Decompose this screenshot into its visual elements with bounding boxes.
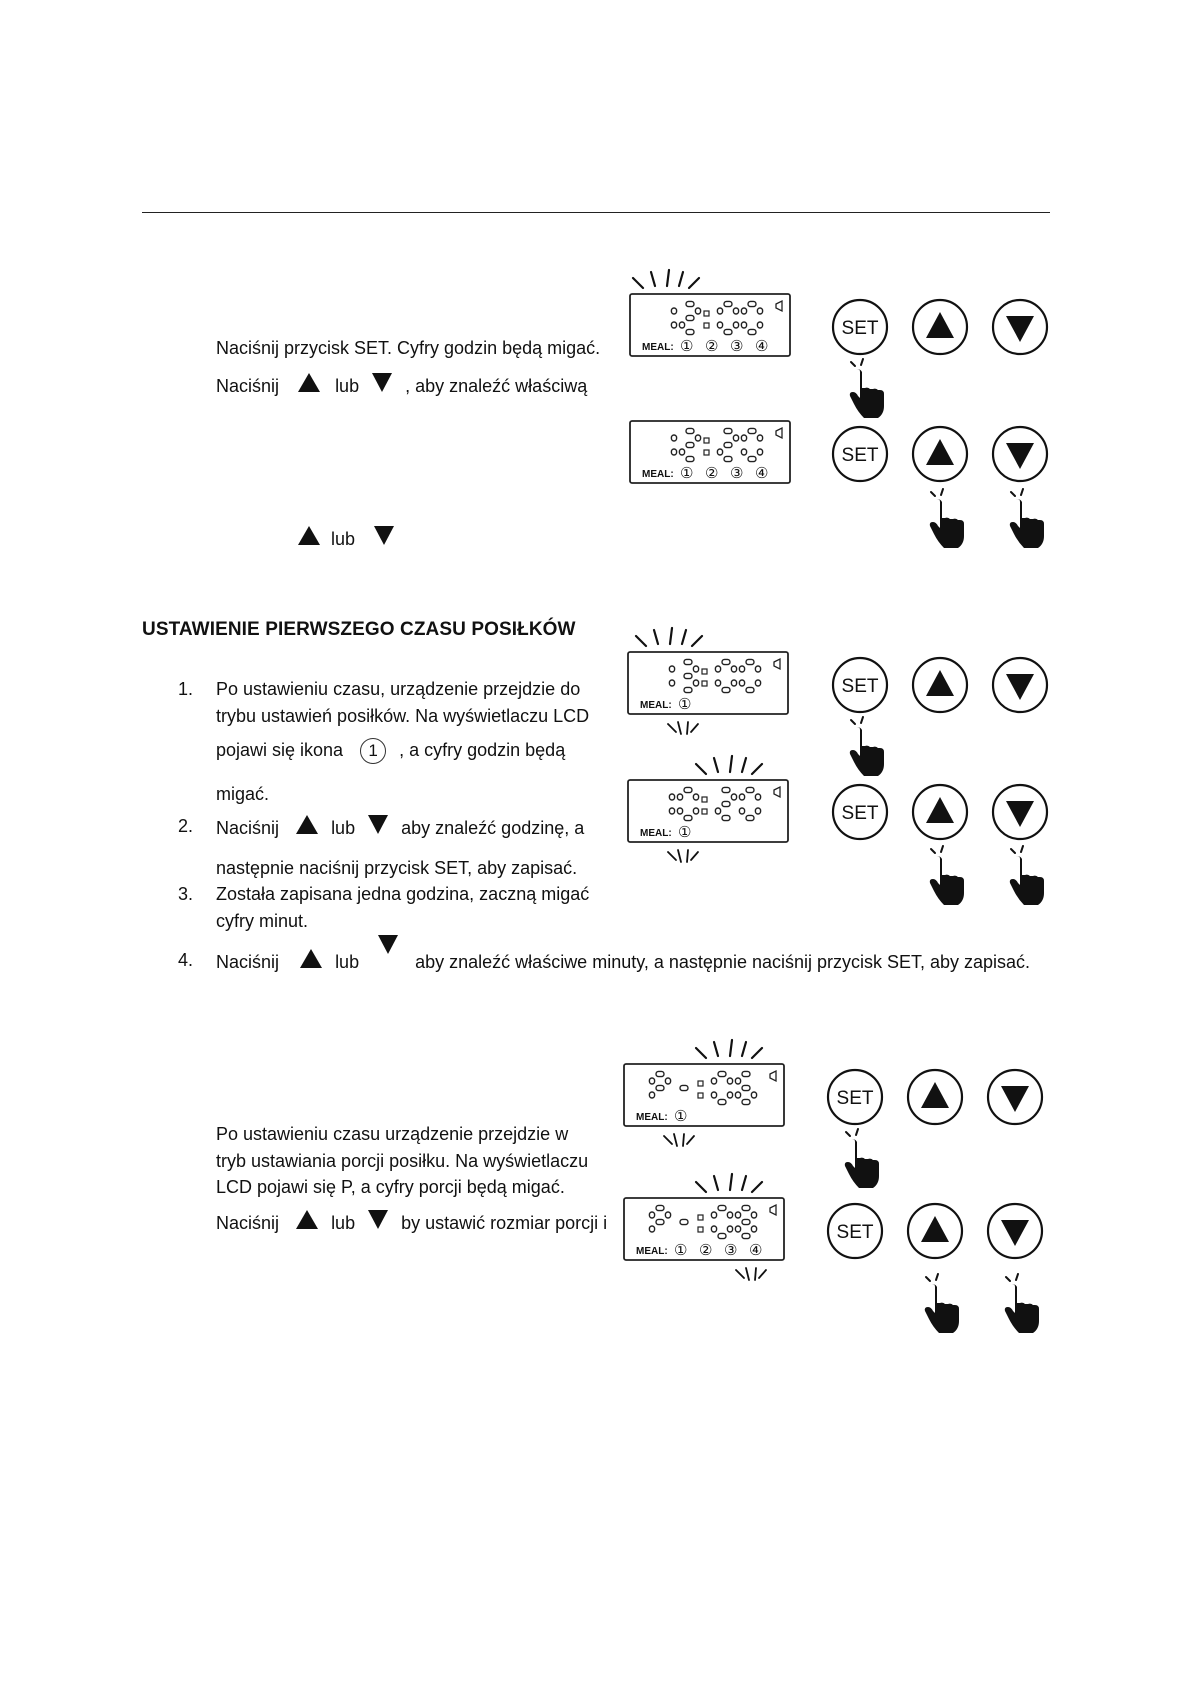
- section-heading: USTAWIENIE PIERWSZEGO CZASU POSIŁKÓW: [142, 619, 576, 640]
- s3-line2: tryb ustawiania porcji posiłku. Na wyświetlaczu: [216, 1151, 589, 1171]
- meal-number-icon: ①: [674, 1242, 688, 1259]
- meal-label: MEAL:: [636, 1246, 668, 1257]
- meal-number-icon: ②: [705, 338, 719, 355]
- s1-line2: Naciśnij lub , aby znaleźć właściwą: [216, 373, 587, 397]
- set-button: [833, 427, 887, 481]
- svg-text:SET: SET: [841, 676, 879, 697]
- flashing-rays-icon: [696, 756, 762, 774]
- pointing-hand-icon: [1010, 846, 1044, 905]
- item1-line1: Po ustawieniu czasu, urządzenie przejdzie do: [216, 679, 581, 699]
- up-button: [913, 785, 967, 839]
- item-number: 4.: [178, 950, 194, 970]
- item3-line1: Została zapisana jedna godzina, zaczną migać: [216, 884, 590, 904]
- flashing-rays-icon: [664, 1134, 694, 1146]
- pointing-hand-icon: [850, 717, 884, 776]
- flashing-rays-icon: [736, 1268, 766, 1280]
- up-button: [913, 658, 967, 712]
- flashing-rays-icon: [668, 722, 698, 734]
- lcd-panel: [630, 270, 1047, 418]
- meal-label: MEAL:: [642, 469, 674, 480]
- flashing-rays-icon: [668, 850, 698, 862]
- s1-line3: lub: [298, 526, 394, 550]
- lcd-panel: [624, 1040, 1042, 1188]
- flashing-rays-icon: [696, 1040, 762, 1058]
- set-button: [828, 1204, 882, 1258]
- lcd-panel: [628, 628, 1047, 776]
- item-number: 1.: [178, 679, 194, 699]
- up-button: [908, 1204, 962, 1258]
- meal-number-icon: ④: [755, 465, 769, 482]
- pointing-hand-icon: [930, 846, 964, 905]
- set-button: [833, 300, 887, 354]
- flashing-rays-icon: [633, 270, 699, 288]
- svg-text:SET: SET: [841, 445, 879, 466]
- meal-number-icon: ①: [674, 1108, 688, 1125]
- down-button: [993, 658, 1047, 712]
- item2-line1: Naciśnij lub aby znaleźć godzinę, a: [216, 815, 584, 839]
- meal-number-icon: ②: [699, 1242, 713, 1259]
- meal-number-icon: ④: [755, 338, 769, 355]
- item3-line2: cyfry minut.: [216, 911, 309, 931]
- pointing-hand-icon: [1005, 1274, 1039, 1333]
- flashing-rays-icon: [696, 1174, 762, 1192]
- meal-label: MEAL:: [640, 700, 672, 711]
- svg-text:SET: SET: [841, 318, 879, 339]
- meal-number-icon: ③: [724, 1242, 738, 1259]
- item-number: 3.: [178, 884, 194, 904]
- set-button: [833, 658, 887, 712]
- down-button: [993, 300, 1047, 354]
- meal-number-icon: ④: [749, 1242, 763, 1259]
- set-button: [833, 785, 887, 839]
- meal-number-icon: ①: [680, 338, 694, 355]
- item1-line3: pojawi się ikona 1 , a cyfry godzin będą: [216, 738, 565, 764]
- svg-text:SET: SET: [836, 1088, 874, 1109]
- pointing-hand-icon: [1010, 489, 1044, 548]
- pointing-hand-icon: [845, 1129, 879, 1188]
- s1-line1: Naciśnij przycisk SET. Cyfry godzin będą migać.: [216, 338, 601, 358]
- svg-text:SET: SET: [841, 803, 879, 824]
- up-button: [913, 427, 967, 481]
- down-button: [988, 1070, 1042, 1124]
- pointing-hand-icon: [930, 489, 964, 548]
- s3-line1: Po ustawieniu czasu urządzenie przejdzie w: [216, 1124, 569, 1144]
- svg-text:SET: SET: [836, 1222, 874, 1243]
- meal-number-icon: ①: [680, 465, 694, 482]
- down-button: [993, 427, 1047, 481]
- meal-number-icon: ①: [678, 696, 692, 713]
- up-button: [908, 1070, 962, 1124]
- item2-line2: następnie naciśnij przycisk SET, aby zapisać.: [216, 858, 578, 878]
- pointing-hand-icon: [850, 359, 884, 418]
- pointing-hand-icon: [925, 1274, 959, 1333]
- up-button: [913, 300, 967, 354]
- item-number: 2.: [178, 816, 194, 836]
- meal-label: MEAL:: [636, 1112, 668, 1123]
- lcd-panel: [624, 1174, 1042, 1333]
- down-button: [993, 785, 1047, 839]
- meal-number-icon: ②: [705, 465, 719, 482]
- item1-line4: migać.: [216, 784, 270, 804]
- meal-number-icon: ①: [678, 824, 692, 841]
- meal-label: MEAL:: [642, 342, 674, 353]
- item1-line2: trybu ustawień posiłków. Na wyświetlaczu LCD: [216, 706, 590, 726]
- meal-number-icon: ③: [730, 465, 744, 482]
- down-button: [988, 1204, 1042, 1258]
- s3-line3: LCD pojawi się P, a cyfry porcji będą migać.: [216, 1177, 565, 1197]
- lcd-panel: [628, 756, 1047, 905]
- s3-line4: Naciśnij lub by ustawić rozmiar porcji i: [216, 1210, 607, 1234]
- meal-one-icon: 1: [360, 738, 386, 764]
- meal-number-icon: ③: [730, 338, 744, 355]
- item4-line1: Naciśnij lub aby znaleźć właściwe minuty, a następnie naciśnij przycisk SET, aby zapisać.: [216, 949, 1030, 973]
- set-button: [828, 1070, 882, 1124]
- lcd-panel: [630, 421, 1047, 548]
- meal-label: MEAL:: [640, 828, 672, 839]
- flashing-rays-icon: [636, 628, 702, 646]
